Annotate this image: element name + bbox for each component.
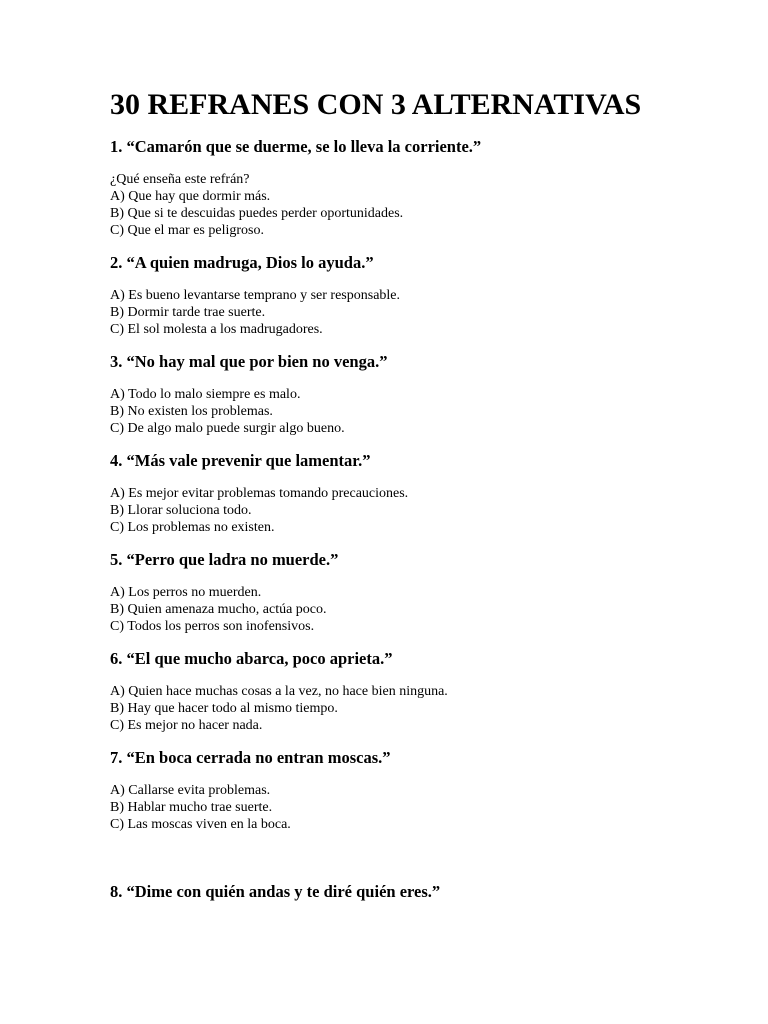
question-heading: 3. “No hay mal que por bien no venga.” xyxy=(110,352,388,371)
option-a: A) Los perros no muerden. xyxy=(110,585,262,600)
question-5 xyxy=(110,549,730,635)
option-a: A) Todo lo malo siempre es malo. xyxy=(110,387,301,402)
question-heading: 4. “Más vale prevenir que lamentar.” xyxy=(110,451,371,470)
option-b: B) Hay que hacer todo al mismo tiempo. xyxy=(110,701,338,716)
question-1 xyxy=(110,136,730,239)
option-c: C) Es mejor no hacer nada. xyxy=(110,718,263,733)
question-heading: 7. “En boca cerrada no entran moscas.” xyxy=(110,748,391,767)
question-heading: 2. “A quien madruga, Dios lo ayuda.” xyxy=(110,253,374,272)
document-title: 30 REFRANES CON 3 ALTERNATIVAS xyxy=(110,88,642,121)
option-a: A) Que hay que dormir más. xyxy=(110,189,271,204)
option-a: A) Callarse evita problemas. xyxy=(110,783,271,798)
question-heading: 5. “Perro que ladra no muerde.” xyxy=(110,550,339,569)
question-prompt: ¿Qué enseña este refrán? xyxy=(110,172,250,187)
option-b: B) No existen los problemas. xyxy=(110,404,273,419)
option-c: C) Todos los perros son inofensivos. xyxy=(110,619,315,634)
option-c: C) Las moscas viven en la boca. xyxy=(110,817,291,832)
option-c: C) Los problemas no existen. xyxy=(110,520,275,535)
option-c: C) El sol molesta a los madrugadores. xyxy=(110,322,323,337)
option-c: C) De algo malo puede surgir algo bueno. xyxy=(110,421,345,436)
question-heading: 8. “Dime con quién andas y te diré quién eres.” xyxy=(110,882,441,901)
option-b: B) Quien amenaza mucho, actúa poco. xyxy=(110,602,327,617)
document-page xyxy=(110,86,730,916)
option-b: B) Llorar soluciona todo. xyxy=(110,503,252,518)
option-b: B) Que si te descuidas puedes perder oportunidades. xyxy=(110,206,404,221)
option-b: B) Hablar mucho trae suerte. xyxy=(110,800,273,815)
question-4 xyxy=(110,450,730,536)
option-c: C) Que el mar es peligroso. xyxy=(110,223,264,238)
question-heading: 1. “Camarón que se duerme, se lo lleva la corriente.” xyxy=(110,137,482,156)
question-heading: 6. “El que mucho abarca, poco aprieta.” xyxy=(110,649,393,668)
option-a: A) Es mejor evitar problemas tomando precauciones. xyxy=(110,486,409,501)
question-8 xyxy=(110,881,730,903)
question-3 xyxy=(110,351,730,437)
option-a: A) Es bueno levantarse temprano y ser responsable. xyxy=(110,288,401,303)
question-6 xyxy=(110,648,730,734)
question-2 xyxy=(110,252,730,338)
question-7 xyxy=(110,747,730,833)
option-b: B) Dormir tarde trae suerte. xyxy=(110,305,266,320)
option-a: A) Quien hace muchas cosas a la vez, no hace bien ninguna. xyxy=(110,684,448,699)
